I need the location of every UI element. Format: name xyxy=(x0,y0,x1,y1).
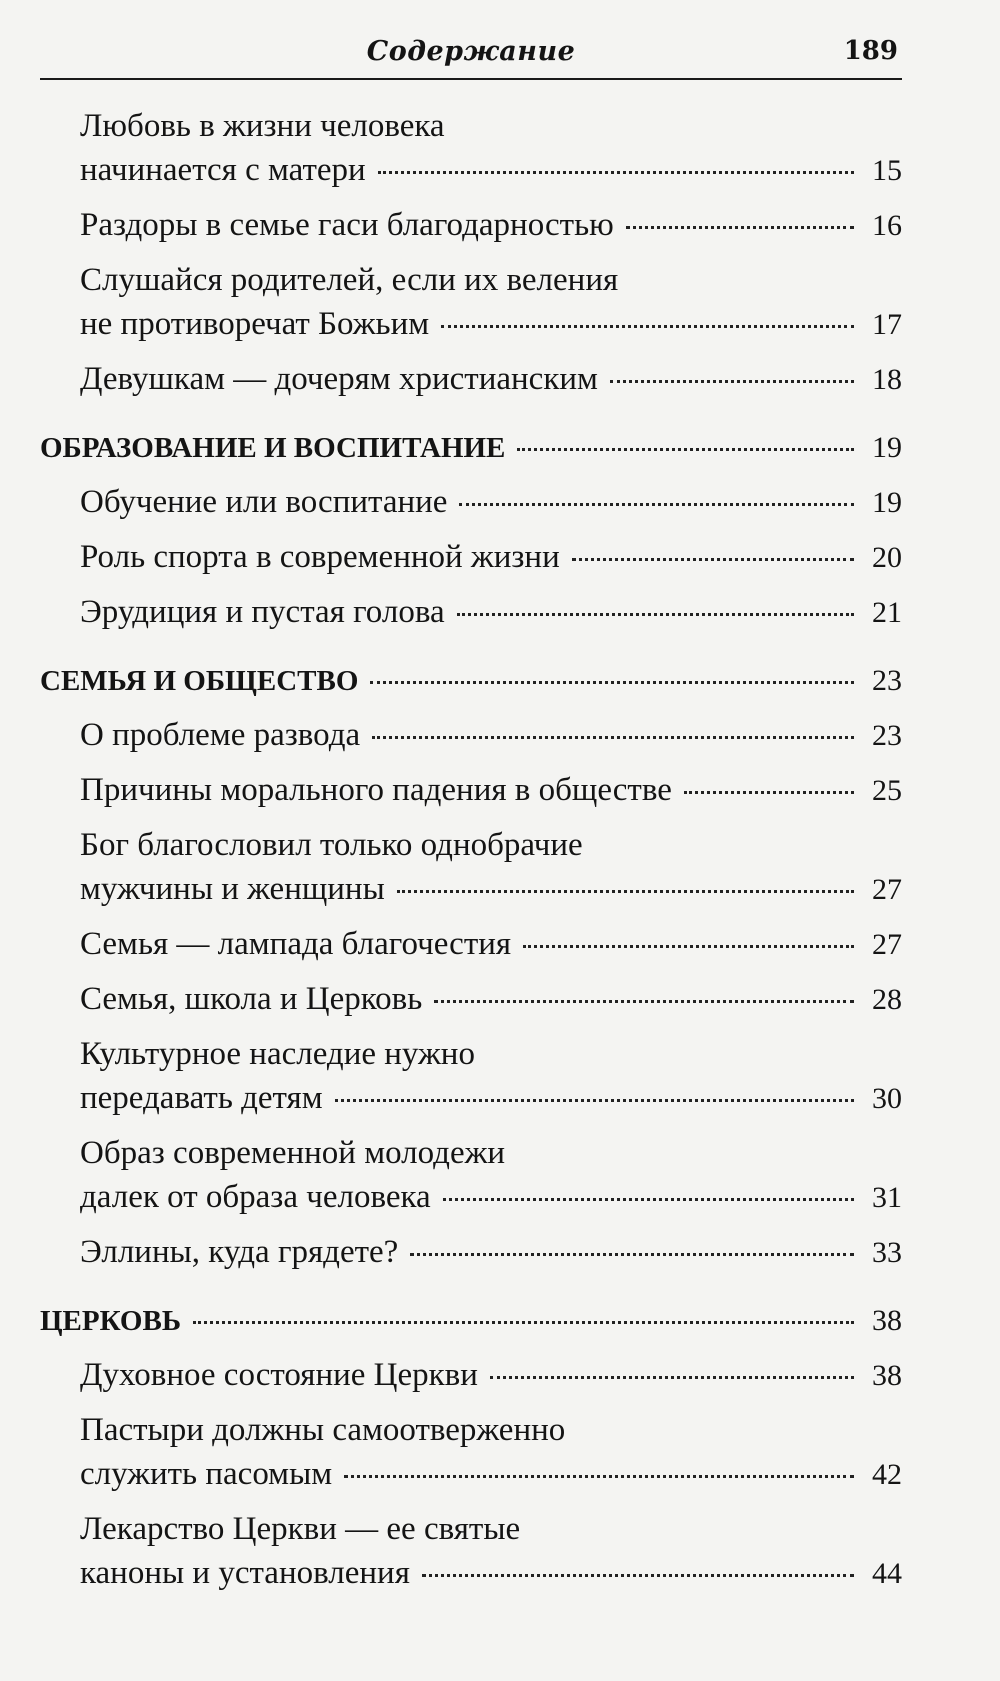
toc-section xyxy=(40,426,902,470)
toc-entry xyxy=(40,823,902,912)
toc-entry-title-line: Девушкам — дочерям христианским xyxy=(80,361,598,397)
toc-page-number: 38 xyxy=(872,1304,902,1337)
toc-entry-title-line: О проблеме развода xyxy=(80,717,361,753)
toc-entry-title-line: ЦЕРКОВЬ xyxy=(40,1305,181,1337)
toc-entry-title-line: Бог благословил только однобрачие xyxy=(80,827,583,863)
toc-page-number: 17 xyxy=(872,308,902,341)
toc-entry-title-line: Образ современной молодежи xyxy=(80,1135,506,1171)
dot-leader xyxy=(378,171,854,174)
dot-leader xyxy=(684,791,854,794)
toc-entry-line xyxy=(80,302,902,347)
toc-entry xyxy=(40,768,902,813)
toc-entry-title-line: мужчины и женщины xyxy=(80,871,385,907)
dot-leader xyxy=(372,736,854,739)
dot-leader xyxy=(193,1321,854,1324)
toc-entry-title-line: Роль спорта в современной жизни xyxy=(80,539,560,575)
toc-entry-line xyxy=(40,1299,902,1343)
toc-entry-line xyxy=(80,1230,902,1275)
dot-leader xyxy=(370,681,854,684)
toc-entry xyxy=(40,1353,902,1398)
toc-entry-line xyxy=(80,867,902,912)
toc-entry-line xyxy=(80,535,902,580)
dot-leader xyxy=(626,226,854,229)
toc-entry-title-line: Обучение или воспитание xyxy=(80,484,448,520)
toc-entry xyxy=(40,480,902,525)
toc-entry-line xyxy=(80,357,902,402)
dot-leader xyxy=(410,1253,854,1256)
toc-page-number: 42 xyxy=(872,1458,902,1491)
toc-entry-title-line: Причины морального падения в обществе xyxy=(80,772,672,808)
toc-entry-line xyxy=(40,426,902,470)
toc-page-number: 19 xyxy=(872,431,902,464)
dot-leader xyxy=(459,503,854,506)
toc-entry-title-line: СЕМЬЯ И ОБЩЕСТВО xyxy=(40,665,359,697)
toc-page-number: 31 xyxy=(872,1181,902,1214)
dot-leader xyxy=(335,1099,854,1102)
toc-entry-title-line: Любовь в жизни человека xyxy=(80,108,445,144)
toc-section xyxy=(40,659,902,703)
toc-entry-title-line: Семья, школа и Церковь xyxy=(80,981,423,1017)
toc-page-number: 44 xyxy=(872,1557,902,1590)
toc-entry xyxy=(40,922,902,967)
dot-leader xyxy=(490,1376,854,1379)
toc-entry xyxy=(40,977,902,1022)
toc-entry-line xyxy=(80,203,902,248)
toc-page-number: 30 xyxy=(872,1082,902,1115)
toc-entry-title-line: ОБРАЗОВАНИЕ И ВОСПИТАНИЕ xyxy=(40,432,506,464)
dot-leader xyxy=(443,1198,854,1201)
toc-entry-title-line: не противоречат Божьим xyxy=(80,306,430,342)
dot-leader xyxy=(434,1000,854,1003)
page-title: Содержание xyxy=(366,36,576,67)
toc-entry-title-line: каноны и установления xyxy=(80,1555,410,1591)
toc-entry-title-line: Семья — лампада благочестия xyxy=(80,926,512,962)
toc-entry-title-line: служить пасомым xyxy=(80,1456,333,1492)
toc-page-number: 20 xyxy=(872,541,902,574)
toc-entry xyxy=(40,1230,902,1275)
toc-entry-line xyxy=(80,1452,902,1497)
toc-page-number: 33 xyxy=(872,1236,902,1269)
toc-page-number: 28 xyxy=(872,983,902,1016)
table-of-contents xyxy=(40,104,902,1596)
toc-entry xyxy=(40,1408,902,1497)
toc-entry-title-line: Духовное состояние Церкви xyxy=(80,1357,478,1393)
toc-entry-title-line: Культурное наследие нужно xyxy=(80,1036,475,1072)
toc-entry-line xyxy=(40,659,902,703)
toc-entry-title-line: далек от образа человека xyxy=(80,1179,431,1215)
toc-entry xyxy=(40,535,902,580)
toc-page-number: 15 xyxy=(872,154,902,187)
toc-entry xyxy=(40,203,902,248)
dot-leader xyxy=(397,890,854,893)
toc-page-number: 18 xyxy=(872,363,902,396)
toc-page-number: 23 xyxy=(872,664,902,697)
toc-page-number: 19 xyxy=(872,486,902,519)
toc-entry-title-line: Эрудиция и пустая голова xyxy=(80,594,445,630)
toc-entry-line xyxy=(80,1353,902,1398)
dot-leader xyxy=(610,380,854,383)
toc-entry xyxy=(40,357,902,402)
toc-page-number: 38 xyxy=(872,1359,902,1392)
toc-entry-title-line: Лекарство Церкви — ее святые xyxy=(80,1511,521,1547)
page-number: 189 xyxy=(843,36,898,66)
toc-entry-title-line: начинается с матери xyxy=(80,152,366,188)
toc-entry-line xyxy=(80,768,902,813)
dot-leader xyxy=(517,448,854,451)
dot-leader xyxy=(344,1475,854,1478)
toc-page-number: 27 xyxy=(872,928,902,961)
toc-page-number: 21 xyxy=(872,596,902,629)
toc-entry xyxy=(40,104,902,193)
toc-section xyxy=(40,1299,902,1343)
toc-entry xyxy=(40,590,902,635)
toc-entry xyxy=(40,258,902,347)
toc-entry-line xyxy=(80,922,902,967)
dot-leader xyxy=(572,558,854,561)
toc-entry-line xyxy=(80,713,902,758)
toc-entry-line xyxy=(80,1175,902,1220)
toc-entry xyxy=(40,1131,902,1220)
toc-entry xyxy=(40,1507,902,1596)
dot-leader xyxy=(441,325,854,328)
dot-leader xyxy=(523,945,854,948)
running-head xyxy=(40,30,902,80)
toc-entry-line xyxy=(80,1076,902,1121)
toc-entry-title-line: Эллины, куда грядете? xyxy=(80,1234,399,1270)
toc-entry-title-line: Пастыри должны самоотверженно xyxy=(80,1412,566,1448)
toc-entry-title-line: передавать детям xyxy=(80,1080,323,1116)
toc-page-number: 16 xyxy=(872,209,902,242)
toc-page-number: 27 xyxy=(872,873,902,906)
toc-entry-title-line: Раздоры в семье гаси благодарностью xyxy=(80,207,614,243)
toc-page-number: 23 xyxy=(872,719,902,752)
toc-entry-line xyxy=(80,148,902,193)
toc-entry-line xyxy=(80,1551,902,1596)
toc-entry xyxy=(40,713,902,758)
toc-entry xyxy=(40,1032,902,1121)
toc-entry-line xyxy=(80,480,902,525)
toc-entry-line xyxy=(80,977,902,1022)
toc-entry-line xyxy=(80,590,902,635)
toc-page-number: 25 xyxy=(872,774,902,807)
dot-leader xyxy=(457,613,854,616)
toc-entry-title-line: Слушайся родителей, если их веления xyxy=(80,262,619,298)
dot-leader xyxy=(422,1574,854,1577)
